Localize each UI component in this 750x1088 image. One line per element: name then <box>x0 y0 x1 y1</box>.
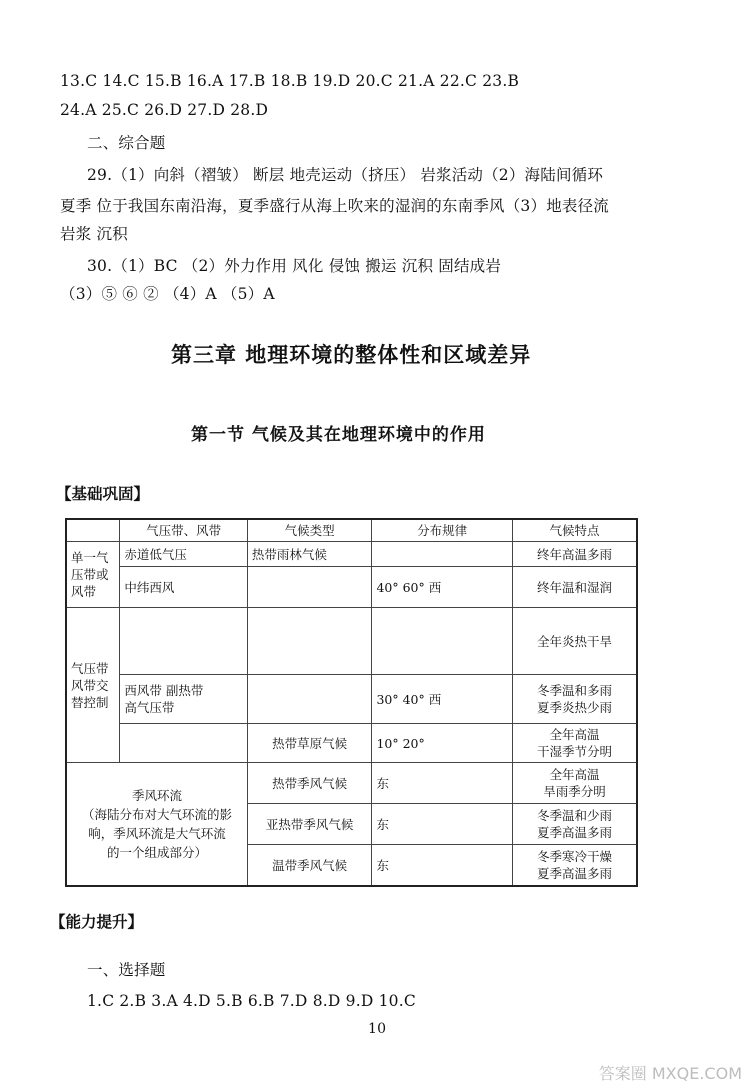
basics-label: 【基础巩固】 <box>56 485 150 503</box>
section-title: 第一节 气候及其在地理环境中的作用 <box>191 425 486 445</box>
table-header-row <box>66 519 637 542</box>
cell-belt <box>120 608 248 675</box>
header-climate-type: 气候类型 <box>247 519 372 542</box>
table-row <box>66 724 637 763</box>
group-label-alternating: 气压带 风带交 替控制 <box>66 608 120 763</box>
answers-line-1: 13.C 14.C 15.B 16.A 17.B 18.B 19.D 20.C 21.A 22.C 23.B <box>60 72 520 90</box>
cell-dist: 东 <box>372 763 513 804</box>
header-climate-features: 气候特点 <box>512 519 637 542</box>
q29-line-2: 夏季 位于我国东南沿海，夏季盛行从海上吹来的湿润的东南季风（3）地表径流 <box>60 197 609 215</box>
table-row <box>66 608 637 675</box>
cell-belt <box>120 724 248 763</box>
cell-type: 亚热带季风气候 <box>247 804 372 845</box>
group-label-single-belt: 单一气 压带或 风带 <box>66 542 120 608</box>
q30-line-2: （3）⑤ ⑥ ② （4）A （5）A <box>60 285 275 303</box>
cell-dist: 40° 60° 西 <box>372 567 513 608</box>
group-label-monsoon: 季风环流 （海陆分布对大气环流的影 响，季风环流是大气环流 的一个组成部分） <box>66 763 247 887</box>
cell-feature: 全年炎热干旱 <box>512 608 637 675</box>
q29-line-1: 29.（1）向斜（褶皱） 断层 地壳运动（挤压） 岩浆活动（2）海陆间循环 <box>87 166 604 184</box>
cell-type <box>247 567 372 608</box>
section-heading-comprehensive: 二、综合题 <box>87 134 166 152</box>
cell-dist <box>372 608 513 675</box>
watermark-logo: 答案圈 MXQE.COM <box>598 1064 742 1083</box>
cell-type: 温带季风气候 <box>247 845 372 887</box>
cell-feature: 冬季温和少雨 夏季高温多雨 <box>512 804 637 845</box>
cell-type: 热带雨林气候 <box>247 542 372 567</box>
cell-dist: 东 <box>372 804 513 845</box>
climate-table <box>65 518 638 887</box>
table-row <box>66 675 637 724</box>
cell-belt: 赤道低气压 <box>120 542 248 567</box>
cell-feature: 终年温和湿润 <box>512 567 637 608</box>
q29-line-3: 岩浆 沉积 <box>60 225 128 243</box>
cell-feature: 全年高温 旱雨季分明 <box>512 763 637 804</box>
cell-type <box>247 675 372 724</box>
answers-line-2: 24.A 25.C 26.D 27.D 28.D <box>60 101 269 119</box>
cell-feature: 冬季温和多雨 夏季炎热少雨 <box>512 675 637 724</box>
cell-feature: 冬季寒冷干燥 夏季高温多雨 <box>512 845 637 887</box>
ability-label: 【能力提升】 <box>50 913 144 931</box>
cell-type <box>247 608 372 675</box>
page-number: 10 <box>368 1021 387 1037</box>
header-cell-empty <box>66 519 120 542</box>
cell-dist: 10° 20° <box>372 724 513 763</box>
cell-feature: 终年高温多雨 <box>512 542 637 567</box>
cell-dist <box>372 542 513 567</box>
chapter-title: 第三章 地理环境的整体性和区域差异 <box>171 343 532 367</box>
header-distribution: 分布规律 <box>372 519 513 542</box>
choice-answers: 1.C 2.B 3.A 4.D 5.B 6.B 7.D 8.D 9.D 10.C <box>87 992 416 1010</box>
choice-heading: 一、选择题 <box>87 961 166 979</box>
table-row <box>66 763 637 804</box>
cell-belt: 中纬西风 <box>120 567 248 608</box>
table-row <box>66 567 637 608</box>
cell-belt: 西风带 副热带 高气压带 <box>120 675 248 724</box>
cell-type: 热带草原气候 <box>247 724 372 763</box>
q30-line-1: 30.（1）BC （2）外力作用 风化 侵蚀 搬运 沉积 固结成岩 <box>87 257 502 275</box>
cell-dist: 东 <box>372 845 513 887</box>
cell-dist: 30° 40° 西 <box>372 675 513 724</box>
table-row <box>66 542 637 567</box>
cell-feature: 全年高温 干湿季节分明 <box>512 724 637 763</box>
header-pressure-wind-belt: 气压带、风带 <box>120 519 248 542</box>
cell-type: 热带季风气候 <box>247 763 372 804</box>
